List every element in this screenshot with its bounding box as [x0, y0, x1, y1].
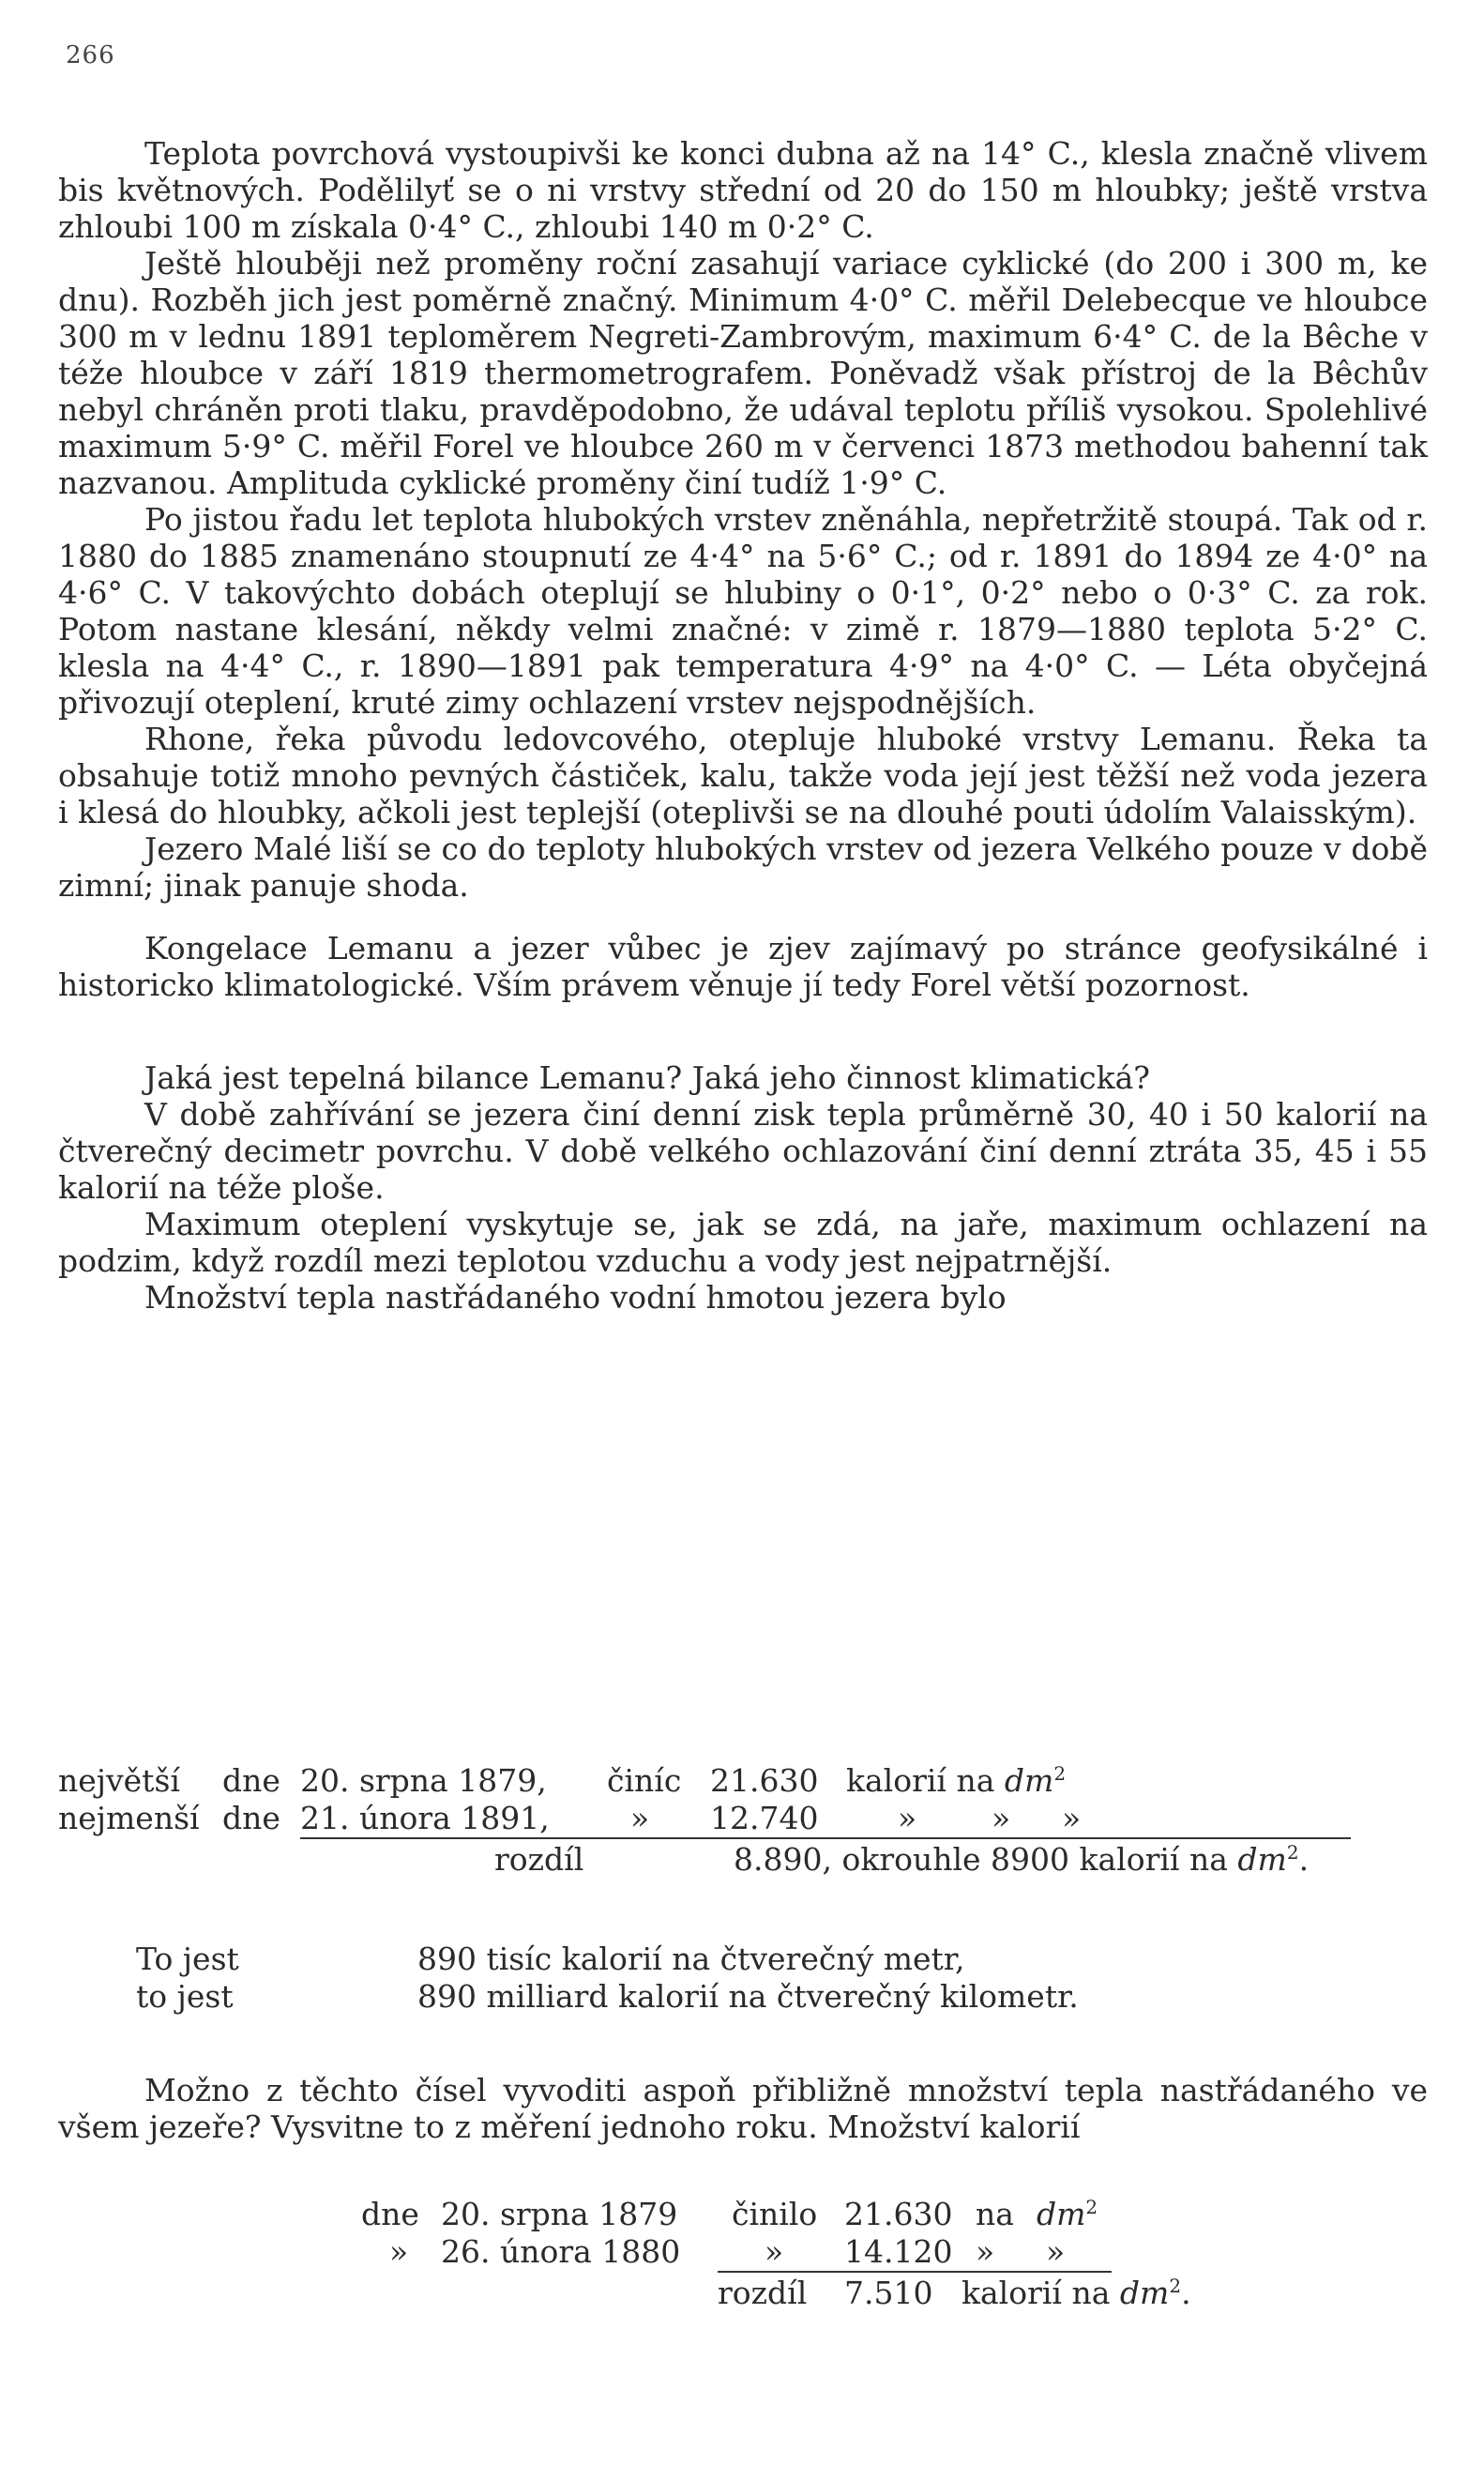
unit-exponent: 2 [1169, 2275, 1182, 2297]
row-label: rozdíl [494, 1841, 584, 1878]
ditto-mark: » [976, 2233, 995, 2270]
dne-word: dne [222, 1762, 280, 1799]
table-row [136, 1941, 1355, 1978]
row-text: 890 tisíc kalorií na čtverečný metr, [417, 1941, 965, 1977]
ditto-mark: » [765, 2233, 784, 2270]
paragraph-11: Možno z těchto čísel vyvoditi aspoň přibližně množství tepla nastřádaného ve všem jezeře? Vysvitne to z měření jednoho roku. Množství kalorií [58, 2072, 1428, 2145]
paragraph-9: Maximum oteplení vyskytuje se, jak se zdá, na jaře, maximum ochlazení na podzim, když rozdíl mezi teplotou vzduchu a vody jest nejpatrnější. [58, 1206, 1428, 1279]
sum-rule [300, 1837, 1351, 1839]
row-text: 890 milliard kalorií na čtverečný kilometr. [417, 1978, 1079, 2015]
yearly-calorie-table [361, 2196, 1393, 2346]
table-row [58, 1762, 1428, 1800]
value: 21.630 [844, 2196, 953, 2232]
dne-word: dne [222, 1800, 280, 1836]
value: 21.630 [710, 1762, 819, 1799]
dne-word: dne [361, 2196, 419, 2232]
unit-exponent: 2 [1286, 1841, 1299, 1864]
unit-exponent: 2 [1085, 2196, 1098, 2218]
row-label: nejmenší [58, 1800, 200, 1836]
value: 14.120 [844, 2233, 953, 2270]
table-row [361, 2275, 1393, 2312]
table-row [361, 2233, 1393, 2271]
unit [962, 2275, 1191, 2311]
paragraph-3: Po jistou řadu let teplota hlubokých vrstev zněnáhla, nepřetržitě stoupá. Tak od r. 1880 do 1885 znamenáno stoupnutí ze 4·4° na 5·6° C.; od r. 1891 do 1894 ze 4·0° na 4·6° C. V takovýchto dobách oteplují se hlubiny o 0·1°, 0·2° nebo o 0·3° C. za rok. Potom nastane klesání, někdy velmi značné: v zimě r. 1879—1880 teplota 5·2° C. klesla na 4·4° C., r. 1890—1891 pak temperatura 4·9° na 4·0° C. — Léta obyčejná přivozují oteplení, kruté zimy ochlazení vrstev nejspodnějších. [58, 501, 1428, 721]
paragraph-surface-temperature [58, 135, 1428, 1316]
table-row [361, 2196, 1393, 2233]
table-row [136, 1978, 1355, 2016]
value: 12.740 [710, 1800, 819, 1836]
na-word: na [976, 2196, 1014, 2232]
unit [1037, 2196, 1098, 2232]
verb: činíc [607, 1762, 682, 1799]
row-label: největší [58, 1762, 180, 1799]
paragraph-8: V době zahřívání se jezera činí denní zisk tepla průměrně 30, 40 i 50 kalorií na čtverečný decimetr povrchu. V době velkého ochlazování činí denní ztráta 35, 45 i 55 kalorií na téže ploše. [58, 1096, 1428, 1206]
paragraph-10: Množství tepla nastřádaného vodní hmotou jezera bylo [144, 1279, 1007, 1316]
ditto-mark: » [630, 1800, 650, 1836]
ditto-mark: » [992, 1800, 1011, 1836]
verb: činilo [732, 2196, 818, 2232]
period: . [1298, 1841, 1310, 1878]
heat-calculation-table [58, 1762, 1428, 1912]
page-number: 266 [66, 41, 115, 69]
unit-symbol: dm [1119, 2275, 1170, 2311]
ditto-mark: » [898, 1800, 917, 1836]
unit [846, 1762, 1066, 1799]
unit-exponent: 2 [1053, 1762, 1067, 1785]
row-label: to jest [136, 1978, 234, 2015]
unit-text: kalorií na [846, 1762, 995, 1799]
unit-symbol: dm [1004, 1762, 1054, 1799]
ditto-mark: » [389, 2233, 409, 2270]
table-row [58, 1800, 1428, 1837]
sum-rule [718, 2271, 1112, 2273]
unit-symbol: dm [1237, 1841, 1287, 1878]
date: 20. srpna 1879 [441, 2196, 678, 2232]
difference [734, 1841, 1309, 1878]
date: 26. února 1880 [441, 2233, 681, 2270]
paragraph-4: Rhone, řeka původu ledovcového, otepluje hluboké vrstvy Lemanu. Řeka ta obsahuje totiž mnoho pevných částiček, kalu, takže voda její jest těžší než voda jezera i klesá do hloubky, ačkoli jest teplejší (oteplivši se na dlouhé pouti údolím Valaisským). [58, 721, 1428, 830]
difference-text: 8.890, okrouhle 8900 kalorií na [734, 1841, 1228, 1878]
paragraph-2: Ještě hlouběji než proměny roční zasahují variace cyklické (do 200 i 300 m, ke dnu). Rozběh jich jest poměrně značný. Minimum 4·0° C. měřil Delebecque ve hloubce 300 m v lednu 1891 teploměrem Negreti-Zambrovým, maximum 6·4° C. de la Bêche v téže hloubce v září 1819 thermometrografem. Poněvadž však přístroj de la Bêchův nebyl chráněn proti tlaku, pravděpodobno, že udával teplotu příliš vysokou. Spolehlivé maximum 5·9° C. měřil Forel ve hloubce 260 m v červenci 1873 methodou bahenní tak nazvanou. Amplituda cyklické proměny činí tudíž 1·9° C. [58, 245, 1428, 501]
ditto-mark: » [1046, 2233, 1066, 2270]
unit-conversion [136, 1941, 1355, 2025]
date: 20. srpna 1879, [300, 1762, 547, 1799]
unit-symbol: dm [1037, 2196, 1086, 2232]
paragraph-5: Jezero Malé liší se co do teploty hlubokých vrstev od jezera Velkého pouze v době zimní; jinak panuje shoda. [58, 830, 1428, 904]
paragraph-closing [58, 2072, 1428, 2145]
table-row [58, 1841, 1428, 1879]
ditto-mark: » [1062, 1800, 1082, 1836]
date: 21. února 1891, [300, 1800, 550, 1836]
period: . [1181, 2275, 1191, 2311]
row-label: rozdíl [718, 2275, 808, 2311]
row-label: To jest [136, 1941, 239, 1977]
paragraph-7: Jaká jest tepelná bilance Lemanu? Jaká jeho činnost klimatická? [144, 1059, 1150, 1096]
unit-text: kalorií na [962, 2275, 1111, 2311]
paragraph-1: Teplota povrchová vystoupivši ke konci dubna až na 14° C., klesla značně vlivem bis květnových. Podělilyť se o ni vrstvy střední od 20 do 150 m hloubky; ještě vrstva zhloubi 100 m získala 0·4° C., zhloubi 140 m 0·2° C. [58, 135, 1428, 245]
value: 7.510 [844, 2275, 933, 2311]
paragraph-6: Kongelace Lemanu a jezer vůbec je zjev zajímavý po stránce geofysikálné i historicko klimatologické. Vším právem věnuje jí tedy Forel větší pozornost. [58, 930, 1428, 1003]
